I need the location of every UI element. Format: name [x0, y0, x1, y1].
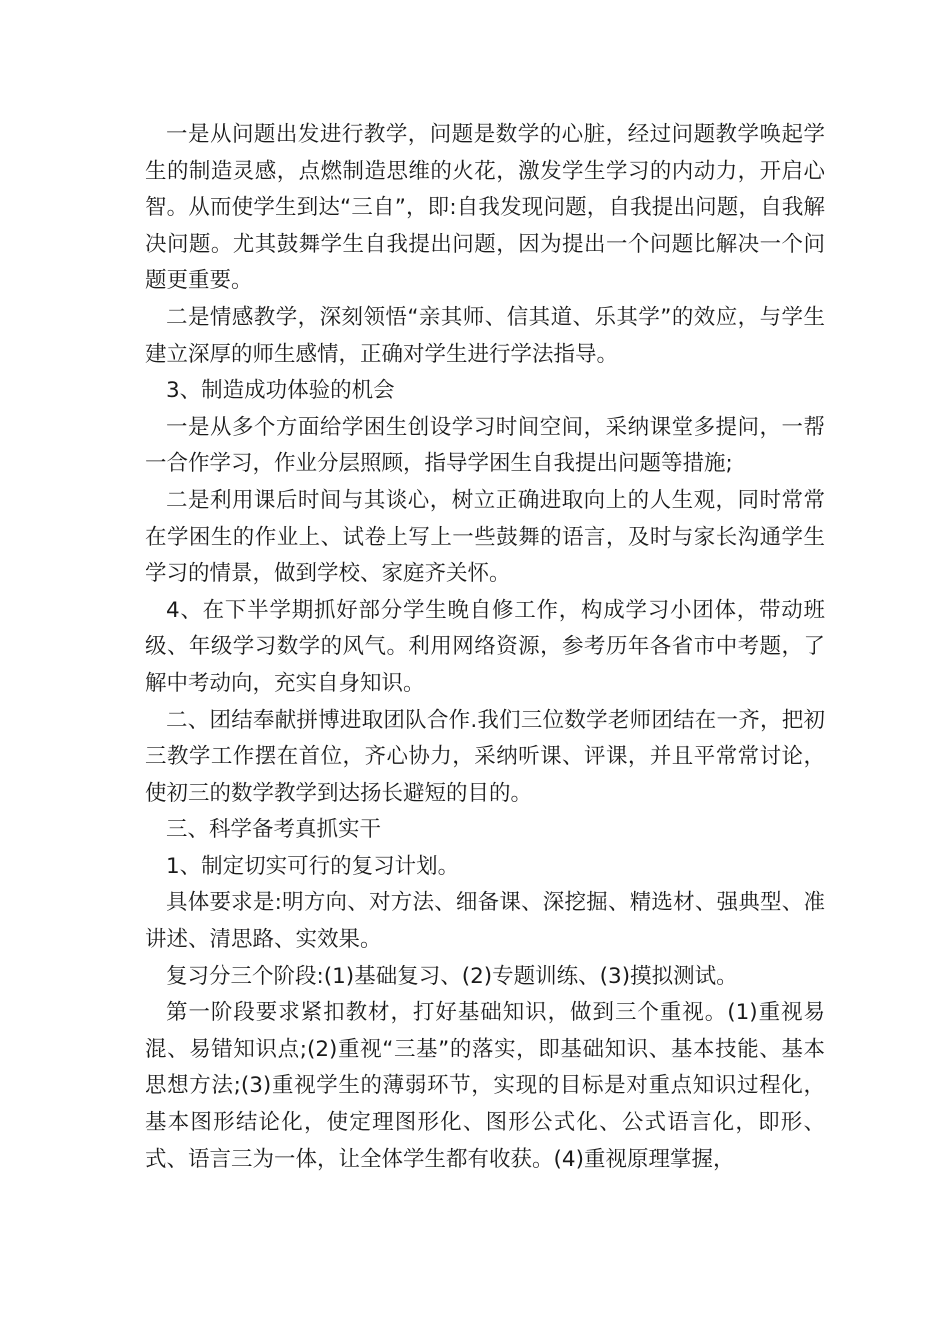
paragraph-evening-study: 4、在下半学期抓好部分学生晚自修工作，构成学习小团体，带动班级、年级学习数学的风气。利用网络资源，参考历年各省市中考题，了解中考动向，充实自身知识。	[145, 597, 825, 696]
paragraph-struggling-students: 一是从多个方面给学困生创设学习时间空间，采纳课堂多提问，一帮一合作学习，作业分层照顾，指导学困生自我提出问题等措施;	[145, 414, 825, 477]
document-body	[145, 117, 825, 1178]
paragraph-three-stages: 复习分三个阶段:(1)基础复习、(2)专题训练、(3)摸拟测试。	[166, 963, 738, 989]
paragraph-emotional-teaching: 二是情感教学，深刻领悟“亲其师、信其道、乐其学”的效应，与学生建立深厚的师生感情，正确对学生进行学法指导。	[145, 304, 825, 367]
heading-review-plan: 1、制定切实可行的复习计划。	[166, 853, 460, 879]
paragraph-problem-teaching: 一是从问题出发进行教学，问题是数学的心脏，经过问题教学唤起学生的制造灵感，点燃制造思维的火花，激发学生学习的内动力，开启心智。从而使学生到达“三自”，即:自我发现问题，自我提出问题，自我解决问题。尤其鼓舞学生自我提出问题，因为提出一个问题比解决一个问题更重要。	[145, 122, 825, 294]
paragraph-first-stage: 第一阶段要求紧扣教材，打好基础知识，做到三个重视。(1)重视易混、易错知识点;(2)重视“三基”的落实，即基础知识、基本技能、基本思想方法;(3)重视学生的薄弱环节，实现的目标是对重点知识过程化，基本图形结论化，使定理图形化、图形公式化、公式语言化，即形、式、语言三为一体，让全体学生都有收获。(4)重视原理掌握，	[145, 1000, 825, 1172]
paragraph-team-cooperation: 二、团结奉献拼博进取团队合作.我们三位数学老师团结在一齐，把初三教学工作摆在首位，齐心协力，采纳听课、评课，并且平常常讨论，使初三的数学教学到达扬长避短的目的。	[145, 707, 825, 806]
paragraph-after-class-talks: 二是利用课后时间与其谈心，树立正确进取向上的人生观，同时常常在学困生的作业上、试卷上写上一些鼓舞的语言，及时与家长沟通学生学习的情景，做到学校、家庭齐关怀。	[145, 487, 825, 587]
heading-scientific-preparation: 三、科学备考真抓实干	[166, 817, 382, 843]
paragraph-specific-requirements: 具体要求是:明方向、对方法、细备课、深挖掘、精选材、强典型、准讲述、清思路、实效果。	[145, 890, 825, 953]
heading-success-experience: 3、制造成功体验的机会	[166, 378, 395, 404]
